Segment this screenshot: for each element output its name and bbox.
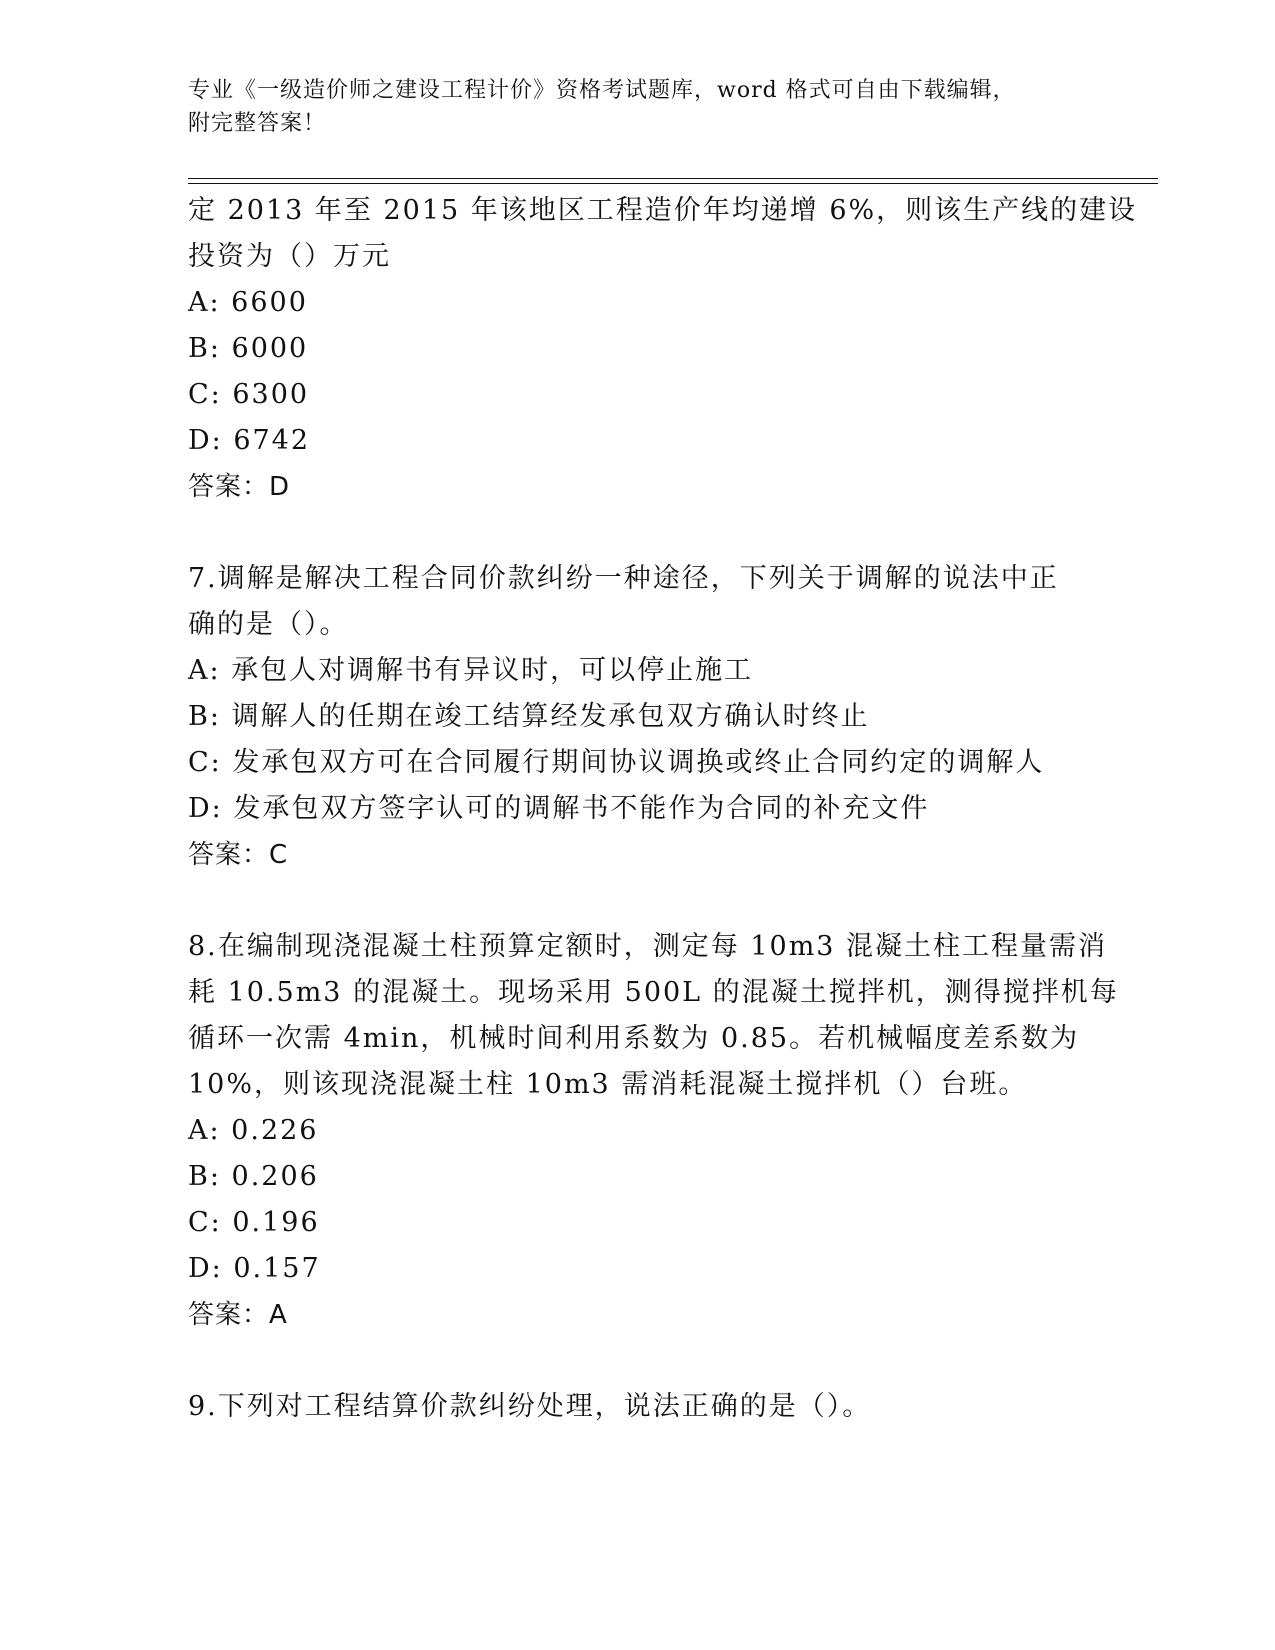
question-7-option-a: A: 承包人对调解书有异议时，可以停止施工 xyxy=(188,655,754,686)
question-7-stem-line-1: 7.调解是解决工程合同价款纠纷一种途径，下列关于调解的说法中正 xyxy=(188,563,1059,594)
question-6-option-a: A: 6600 xyxy=(188,287,308,318)
question-8-option-a: A: 0.226 xyxy=(188,1115,319,1146)
header-line-1: 专业《一级造价师之建设工程计价》资格考试题库，word 格式可自由下载编辑， xyxy=(188,78,1016,103)
question-list xyxy=(188,188,1138,1430)
document-header xyxy=(188,74,1068,140)
question-6-stem-line-1: 定 2013 年至 2015 年该地区工程造价年均递增 6%，则该生产线的建设 xyxy=(188,195,1138,226)
question-8-answer: 答案：A xyxy=(188,1300,288,1330)
question-7-option-b: B: 调解人的任期在竣工结算经发承包双方确认时终止 xyxy=(188,701,870,732)
spacer xyxy=(188,1338,1088,1384)
question-9-stem-line-1: 9.下列对工程结算价款纠纷处理，说法正确的是（）。 xyxy=(188,1391,872,1422)
question-8-option-d: D: 0.157 xyxy=(188,1253,321,1284)
question-8-option-b: B: 0.206 xyxy=(188,1161,319,1192)
question-8-option-c: C: 0.196 xyxy=(188,1207,320,1238)
spacer xyxy=(188,510,1088,556)
header-line-2: 附完整答案！ xyxy=(188,111,327,136)
question-7-option-c: C: 发承包双方可在合同履行期间协议调换或终止合同约定的调解人 xyxy=(188,747,1045,778)
question-7 xyxy=(188,556,1088,878)
question-8-stem-line-2: 耗 10.5m3 的混凝土。现场采用 500L 的混凝土搅拌机，测得搅拌机每 xyxy=(188,977,1119,1008)
question-6 xyxy=(188,188,1138,510)
question-6-option-c: C: 6300 xyxy=(188,379,310,410)
question-7-answer: 答案：C xyxy=(188,840,289,870)
question-7-stem-line-2: 确的是（）。 xyxy=(188,609,349,640)
header-divider-bottom xyxy=(188,183,1158,184)
question-6-option-d: D: 6742 xyxy=(188,425,311,456)
question-8-stem-line-4: 10%，则该现浇混凝土柱 10m3 需消耗混凝土搅拌机（）台班。 xyxy=(188,1069,1028,1100)
question-8 xyxy=(188,924,1119,1338)
question-9 xyxy=(188,1384,1088,1430)
question-7-option-d: D: 发承包双方签字认可的调解书不能作为合同的补充文件 xyxy=(188,793,930,824)
question-6-option-b: B: 6000 xyxy=(188,333,309,364)
spacer xyxy=(188,878,1088,924)
question-8-stem-line-3: 循环一次需 4min，机械时间利用系数为 0.85。若机械幅度差系数为 xyxy=(188,1023,1080,1054)
question-6-stem-line-2: 投资为（）万元 xyxy=(188,241,391,272)
question-8-stem-line-1: 8.在编制现浇混凝土柱预算定额时，测定每 10m3 混凝土柱工程量需消 xyxy=(188,931,1108,962)
question-6-answer: 答案：D xyxy=(188,472,291,502)
header-divider-top xyxy=(188,178,1158,179)
